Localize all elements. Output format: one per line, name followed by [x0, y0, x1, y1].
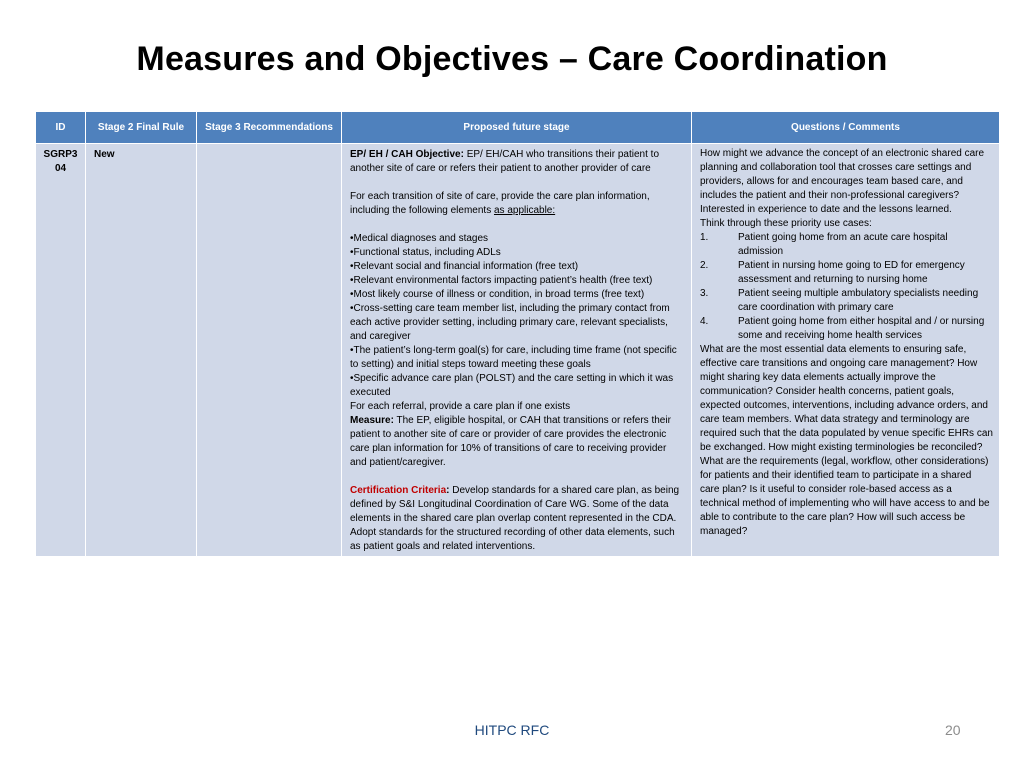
bullet-item: •Medical diagnoses and stages — [350, 233, 489, 244]
table-row — [36, 144, 1000, 557]
list-item-number: 1. — [700, 232, 709, 243]
cell-stage2: New — [86, 144, 197, 557]
transition-text: For each transition of site of care, provide the care plan information, including the following elements — [350, 191, 650, 216]
list-item-text: Patient going home from either hospital and / or nursing some and receiving home health services — [738, 316, 985, 341]
list-item-number: 4. — [700, 316, 709, 327]
certification-text: Develop standards for a shared care plan, as being defined by S&I Longitudinal Coordination of Care WG. Some of the data elements in the shared care plan overlap content represented in the CDA. Adopt standards for the structured recording of other data elements, such as patient goals and related interventions. — [350, 485, 680, 552]
objective-label: EP/ EH / CAH Objective: — [350, 149, 464, 160]
certification-paragraph — [350, 484, 685, 554]
list-item — [700, 315, 993, 343]
measure-text: The EP, eligible hospital, or CAH that transitions or refers their patient to another site of care or provider of care provides the electronic care plan information for 10% of transitions of care to receiving provider and patient/caregiver. — [350, 415, 671, 468]
questions-essential: What are the most essential data elements to ensuring safe, effective care transitions and ongoing care management? How might sharing key data elements actually improve the communication? Consider health concerns, patient goals, expected outcomes, interventions, including advance orders, and care team members. What data strategy and terminology are required such that the data populated by venue specific EHRs can be exchanged. How might existing terminologies be reconciled? — [700, 344, 993, 453]
certification-label: Certification Criteria — [350, 485, 447, 496]
use-case-list — [700, 231, 993, 343]
care-coordination-table — [35, 111, 1000, 557]
bullet-item: •Most likely course of illness or condition, in broad terms (free text) — [350, 289, 645, 300]
cell-id: SGRP3 04 — [36, 144, 86, 557]
list-item-number: 2. — [700, 260, 709, 271]
list-item — [700, 287, 993, 315]
certification-colon: : — [446, 485, 450, 496]
slide-title: Measures and Objectives – Care Coordination — [136, 40, 888, 78]
bullet-item: •Functional status, including ADLs — [350, 247, 501, 258]
bullet-item: •Relevant environmental factors impacting patient’s health (free text) — [350, 275, 653, 286]
measure-label: Measure: — [350, 415, 394, 426]
list-item-number: 3. — [700, 288, 709, 299]
cell-questions — [692, 144, 1000, 557]
measure-paragraph — [350, 414, 685, 470]
referral-text: For each referral, provide a care plan if one exists — [350, 401, 571, 412]
questions-requirements: What are the requirements (legal, workflow, other considerations) for patients and their identified team to participate in a shared care plan? Is it useful to consider role-based access as a technical method of implementing who will have access to and be able to contribute to the care plan? How will such access be managed? — [700, 456, 990, 537]
transition-paragraph — [350, 190, 685, 218]
header-id: ID — [36, 112, 86, 144]
page-number: 20 — [945, 722, 961, 738]
objective-paragraph — [350, 148, 685, 176]
bullet-item: •Cross-setting care team member list, including the primary contact from each active provider setting, including primary care, relevant specialists, and caregiver — [350, 303, 670, 342]
header-proposed: Proposed future stage — [342, 112, 692, 144]
questions-think: Think through these priority use cases: — [700, 218, 872, 229]
table-header-row — [36, 112, 1000, 144]
as-applicable-text: as applicable: — [493, 205, 556, 216]
questions-intro: How might we advance the concept of an electronic shared care planning and collaboration tool that crosses care settings and providers, allows for and encourages team based care, and includes the patient and their non-professional caregivers? Interested in experience to date and the lessons learned. — [700, 148, 985, 215]
cell-stage3 — [197, 144, 342, 557]
footer-text: HITPC RFC — [474, 722, 550, 738]
cell-proposed — [342, 144, 692, 557]
header-stage3: Stage 3 Recommendations — [197, 112, 342, 144]
bullet-item: •Relevant social and financial information (free text) — [350, 261, 579, 272]
list-item-text: Patient going home from an acute care hospital admission — [738, 232, 948, 257]
list-item-text: Patient in nursing home going to ED for emergency assessment and returning to nursing home — [738, 260, 965, 285]
bullet-item: •Specific advance care plan (POLST) and the care setting in which it was executed — [350, 373, 674, 398]
bullet-item: •The patient’s long-term goal(s) for care, including time frame (not specific to setting) and initial steps toward meeting these goals — [350, 345, 677, 370]
header-stage2: Stage 2 Final Rule — [86, 112, 197, 144]
list-item-text: Patient seeing multiple ambulatory specialists needing care coordination with primary care — [738, 288, 979, 313]
list-item — [700, 231, 993, 259]
objective-text: EP/ EH/CAH who transitions their patient to another site of care or refers their patient to another provider of care — [350, 149, 660, 174]
list-item — [700, 259, 993, 287]
header-questions: Questions / Comments — [692, 112, 1000, 144]
